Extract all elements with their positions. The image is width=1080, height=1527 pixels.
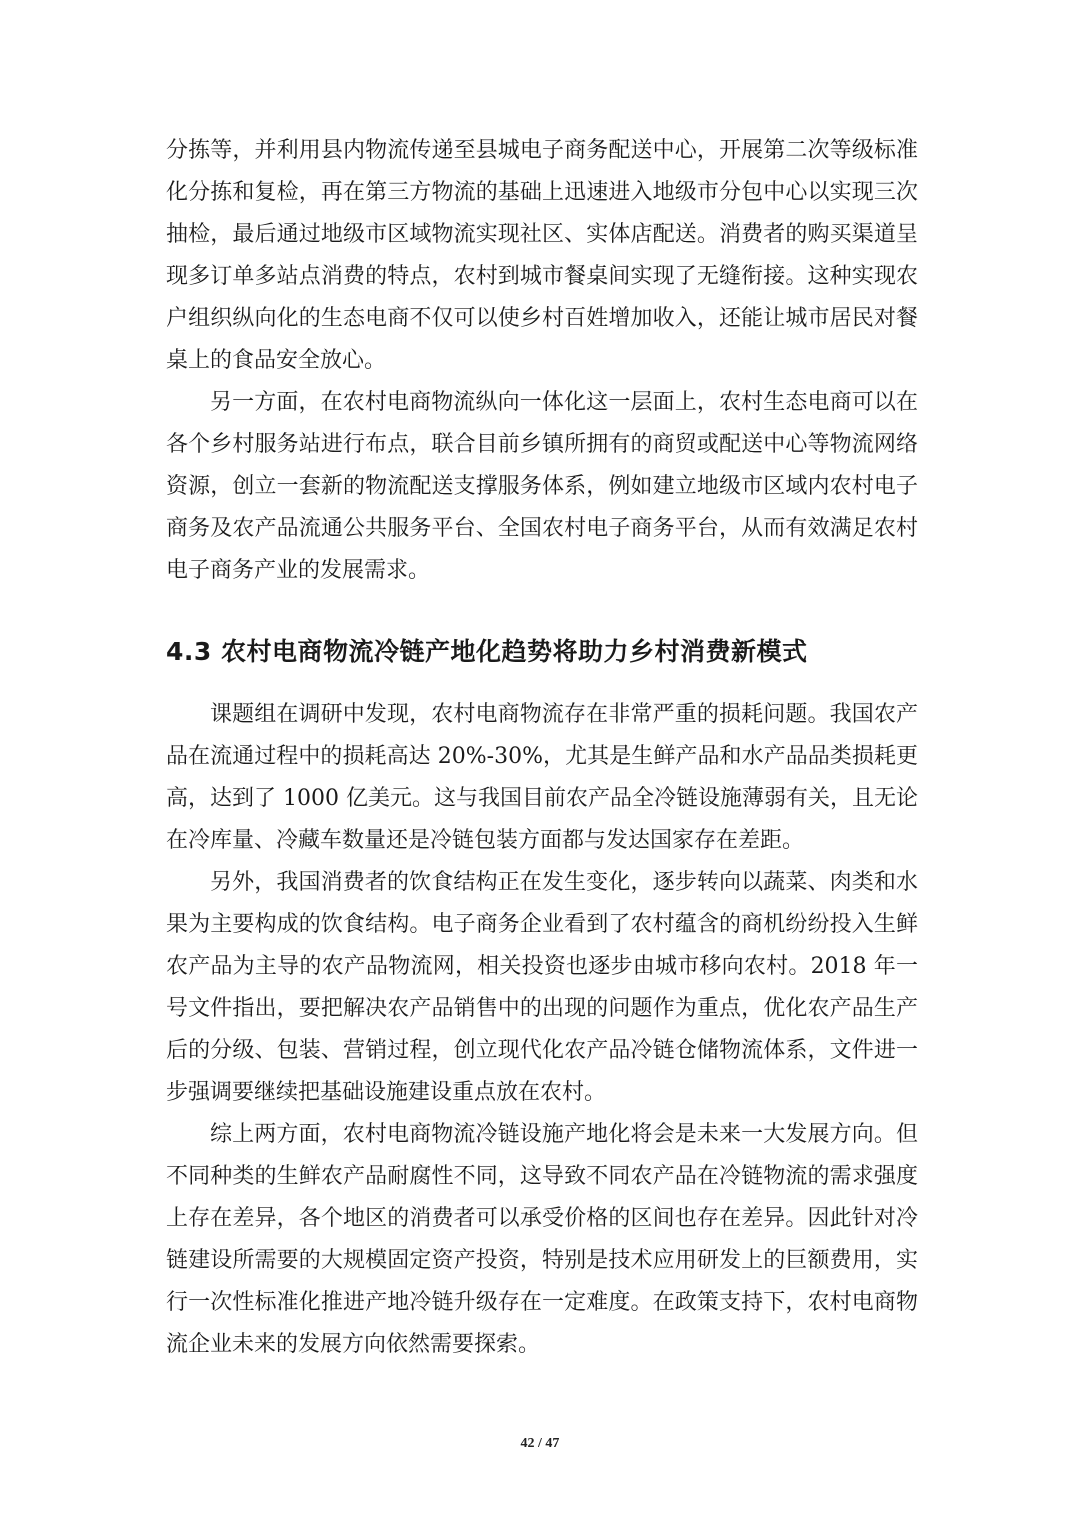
- section-heading-4-3: 4.3 农村电商物流冷链产地化趋势将助力乡村消费新模式: [166, 637, 808, 666]
- page-number: 42 / 47: [520, 1436, 560, 1451]
- paragraph-diet-structure: 另外，我国消费者的饮食结构正在发生变化，逐步转向以蔬菜、肉类和水果为主要构成的饮食结构。电子商务企业看到了农村蕴含的商机纷纷投入生鲜农产品为主导的农产品物流网，相关投资也逐步由城市移向农村。2018 年一号文件指出，要把解决农产品销售中的出现的问题作为重点，优化农产品生产后的分级、包装、营销过程，创立现代化农产品冷链仓储物流体系，文件进一步强调要继续把基础设施建设重点放在农村。: [166, 870, 918, 1105]
- paragraph-loss-problem: 课题组在调研中发现，农村电商物流存在非常严重的损耗问题。我国农产品在流通过程中的损耗高达 20%-30%，尤其是生鲜产品和水产品品类损耗更高，达到了 1000 亿美元。这与我国目前农产品全冷链设施薄弱有关，且无论在冷库量、冷藏车数量还是冷链包装方面都与发达国家存在差距。: [166, 702, 918, 853]
- paragraph-rural-ecommerce-integration: 另一方面，在农村电商物流纵向一体化这一层面上，农村生态电商可以在各个乡村服务站进行布点，联合目前乡镇所拥有的商贸或配送中心等物流网络资源，创立一套新的物流配送支撑服务体系，例如建立地级市区域内农村电子商务及农产品流通公共服务平台、全国农村电子商务平台，从而有效满足农村电子商务产业的发展需求。: [166, 390, 918, 583]
- paragraph-conclusion: 综上两方面，农村电商物流冷链设施产地化将会是未来一大发展方向。但不同种类的生鲜农产品耐腐性不同，这导致不同农产品在冷链物流的需求强度上存在差异，各个地区的消费者可以承受价格的区间也存在差异。因此针对冷链建设所需要的大规模固定资产投资，特别是技术应用研发上的巨额费用，实行一次性标准化推进产地冷链升级存在一定难度。在政策支持下，农村电商物流企业未来的发展方向依然需要探索。: [166, 1122, 918, 1357]
- page-body: [166, 130, 918, 1366]
- paragraph-continued: 分拣等，并利用县内物流传递至县城电子商务配送中心，开展第二次等级标准化分拣和复检，再在第三方物流的基础上迅速进入地级市分包中心以实现三次抽检，最后通过地级市区域物流实现社区、实体店配送。消费者的购买渠道呈现多订单多站点消费的特点，农村到城市餐桌间实现了无缝衔接。这种实现农户组织纵向化的生态电商不仅可以使乡村百姓增加收入，还能让城市居民对餐桌上的食品安全放心。: [166, 138, 918, 373]
